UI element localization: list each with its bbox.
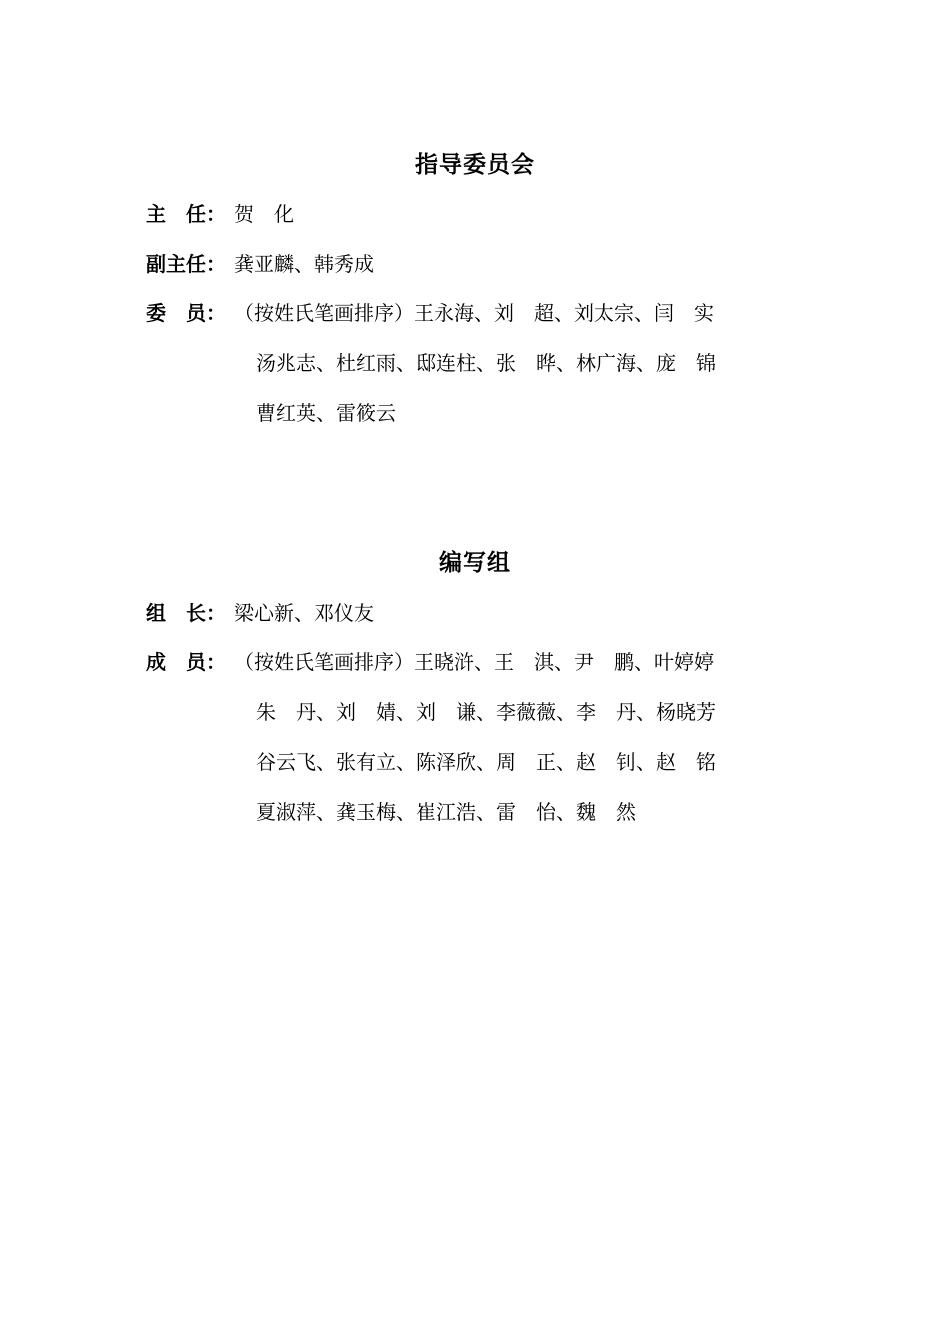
deputy-director-value: 龚亚麟、韩秀成 bbox=[234, 252, 374, 276]
committee-members-label: 委 员： bbox=[146, 301, 226, 325]
writing-group-title: 编写组 bbox=[439, 549, 511, 576]
director-label: 主 任： bbox=[146, 202, 226, 226]
group-members-row bbox=[146, 647, 714, 677]
committee-members-row bbox=[146, 298, 714, 328]
group-leader-label: 组 长： bbox=[146, 601, 226, 625]
group-members-line: （按姓氏笔画排序）王晓浒、王 淇、尹 鹏、叶婷婷 bbox=[234, 650, 714, 674]
committee-members-line: 汤兆志、杜红雨、邸连柱、张 晔、林广海、庞 锦 bbox=[256, 351, 716, 375]
group-members-label: 成 员： bbox=[146, 650, 226, 674]
group-leader-value: 梁心新、邓仪友 bbox=[234, 601, 374, 625]
deputy-director-row bbox=[146, 249, 374, 279]
deputy-director-label: 副主任： bbox=[146, 252, 226, 276]
director-row bbox=[146, 199, 294, 229]
group-members-line: 夏淑萍、龚玉梅、崔江浩、雷 怡、魏 然 bbox=[256, 800, 636, 824]
guidance-committee-title: 指导委员会 bbox=[415, 151, 535, 178]
group-members-line: 朱 丹、刘 婧、刘 谦、李薇薇、李 丹、杨晓芳 bbox=[256, 700, 716, 724]
committee-members-line: 曹红英、雷筱云 bbox=[256, 401, 396, 425]
group-members-line: 谷云飞、张有立、陈泽欣、周 正、赵 钊、赵 铭 bbox=[256, 750, 716, 774]
director-value: 贺 化 bbox=[234, 202, 294, 226]
committee-members-line: （按姓氏笔画排序）王永海、刘 超、刘太宗、闫 实 bbox=[234, 301, 714, 325]
group-leader-row bbox=[146, 598, 374, 628]
